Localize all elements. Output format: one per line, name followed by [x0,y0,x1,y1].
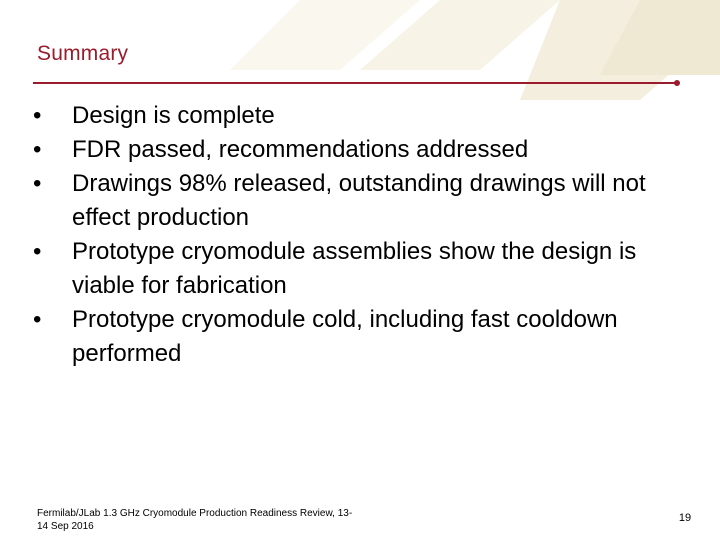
bullet-text: Drawings 98% released, outstanding drawings will not effect production [72,170,646,231]
bullet-text: Prototype cryomodule assemblies show the design is viable for fabrication [72,238,637,299]
title-underline-dot [674,80,680,86]
bullet-list [33,99,683,371]
bullet-item [33,133,683,167]
bullet-item [33,99,683,133]
bullet-marker: • [33,238,42,265]
footer-text: Fermilab/JLab 1.3 GHz Cryomodule Production Readiness Review, 13-14 Sep 2016 [37,508,353,532]
bullet-marker: • [33,306,42,333]
bullet-text: Design is complete [72,102,275,129]
title-underline [33,82,676,84]
bullet-marker: • [33,102,42,129]
bullet-text: Prototype cryomodule cold, including fast cooldown performed [72,306,618,367]
bullet-item [33,303,683,371]
bullet-marker: • [33,170,42,197]
slide-title: Summary [37,42,129,65]
page-number: 19 [678,512,692,524]
bullet-item [33,235,683,303]
bullet-marker: • [33,136,42,163]
bullet-item [33,167,683,235]
bullet-text: FDR passed, recommendations addressed [72,136,529,163]
